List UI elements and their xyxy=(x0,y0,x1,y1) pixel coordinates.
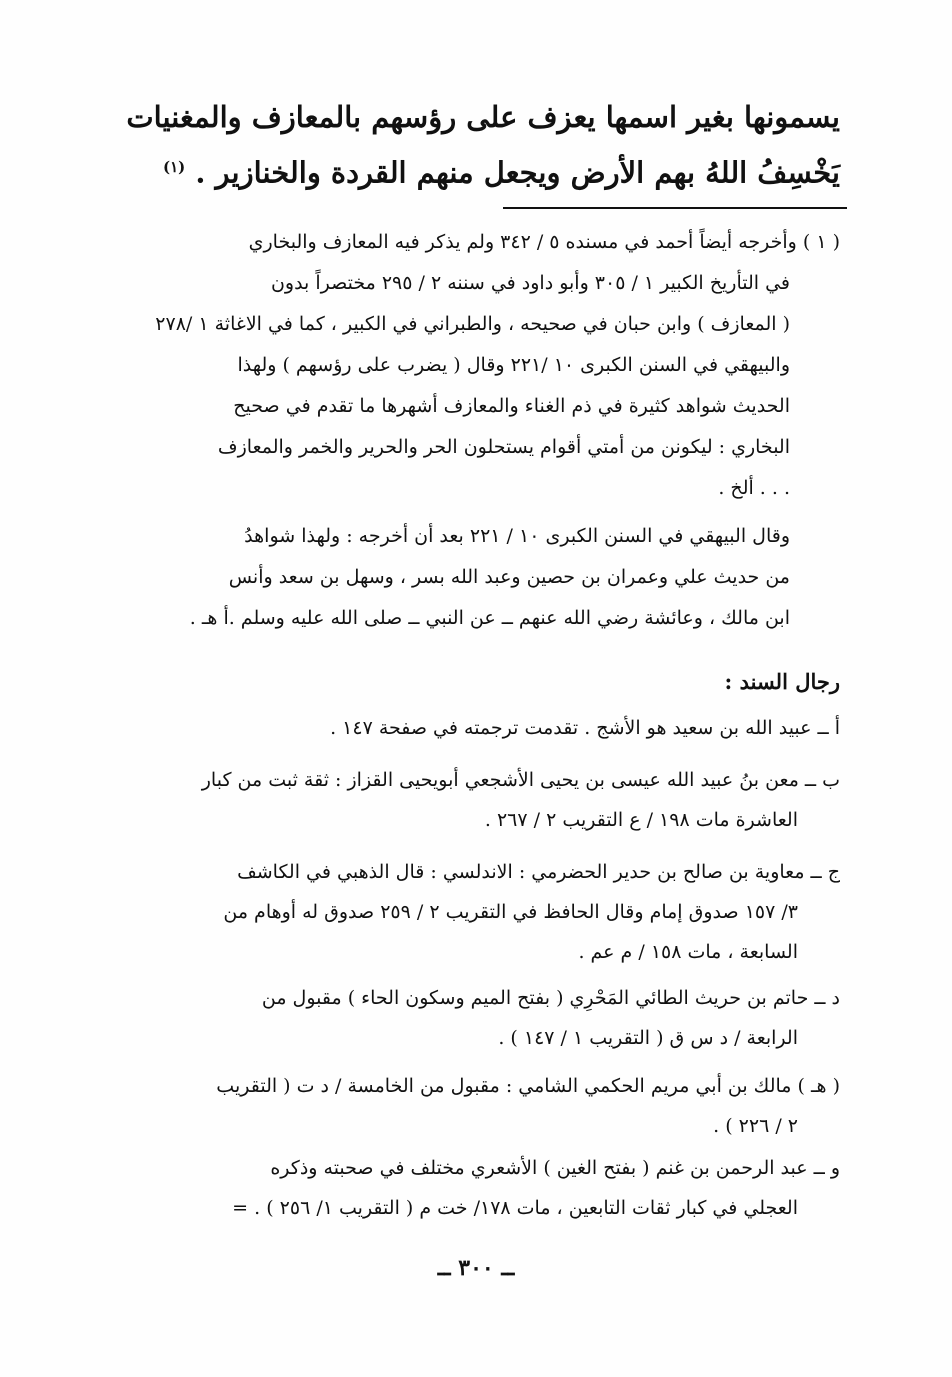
footnote-line: . . . ألخ . xyxy=(718,477,790,499)
entry-line: ج ــ معاوية بن صالح بن حدير الحضرمي : الاندلسي : قال الذهبي في الكاشف xyxy=(237,861,840,883)
footnote-reference: (١) xyxy=(162,158,186,176)
footnote-line: ( المعازف ) وابن حبان في صحيحه ، والطبراني في الكبير ، كما في الاغاثة ١ /٢٧٨ xyxy=(155,313,790,335)
footnote-line: ( ١ ) وأخرجه أيضاً أحمد في مسنده ٥ / ٣٤٢ ولم يذكر فيه المعازف والبخاري xyxy=(248,231,840,253)
entry-line: ب ــ معن بنُ عبيد الله عيسى بن يحيى الأشجعي أبويحيى القزاز : ثقة ثبت من كبار xyxy=(201,769,840,791)
entry-line: ٢ / ٢٢٦ ) . xyxy=(713,1115,798,1137)
entry-line: العاشرة مات ١٩٨ / ع التقريب ٢ / ٢٦٧ . xyxy=(484,809,798,831)
footnote-line: وقال البيهقي في السنن الكبرى ١٠ / ٢٢١ بعد أن أخرجه : ولهذا شواهدُ xyxy=(244,525,790,547)
narrator-entry-w xyxy=(110,1148,840,1228)
narrator-entry-d xyxy=(110,978,840,1058)
entry-line: ٣/ ١٥٧ صدوق إمام وقال الحافظ في التقريب ٢ / ٢٥٩ صدوق له أوهام من xyxy=(223,901,798,923)
narrator-entry-b xyxy=(110,760,840,840)
footnote-line: والبيهقي في السنن الكبرى ١٠ /٢٢١ وقال ( يضرب على رؤسهم ) ولهذا xyxy=(237,354,790,376)
narrator-entry-j xyxy=(110,852,840,972)
footnote-line: البخاري : ليكونن من أمتي أقوام يستحلون الحر والحرير والخمر والمعازف xyxy=(217,436,790,458)
entry-line: د ــ حاتم بن حريث الطائي المَحْرِي ( بفتح الميم وسكون الحاء ) مقبول من xyxy=(261,987,840,1009)
footnote-paragraph-1 xyxy=(110,222,840,509)
entry-line: العجلي في كبار ثقات التابعين ، مات ١٧٨/ خت م ( التقريب ١/ ٢٥٦ ) . = xyxy=(232,1197,798,1219)
entry-line: ( هـ ) مالك بن أبي مريم الحكمي الشامي : مقبول من الخامسة / د ت ( التقريب xyxy=(216,1075,840,1097)
narrator-entry-h xyxy=(110,1066,840,1146)
main-text-line-2 xyxy=(110,142,840,198)
narrator-entry-a xyxy=(110,708,840,748)
footnote-line: ابن مالك ، وعائشة رضي الله عنهم ــ عن النبي ــ صلى الله عليه وسلم .أ هـ . xyxy=(189,607,790,629)
footnote-line: في التأريخ الكبير ١ / ٣٠٥ وأبو داود في سننه ٢ / ٢٩٥ مختصراً بدون xyxy=(270,272,790,294)
page-number: ــ ٣٠٠ ــ xyxy=(437,1255,515,1281)
section-heading: رجال السند : xyxy=(724,669,840,694)
footnote-separator xyxy=(503,207,847,209)
entry-line: و ــ عبد الرحمن بن غنم ( بفتح الغين ) الأشعري مختلف في صحبته وذكره xyxy=(270,1157,840,1179)
main-text-line-2-body: يَخْسِفُ اللهُ بهم الأرض ويجعل منهم القردة والخنازير . xyxy=(195,155,840,190)
entry-line: الرابعة / د س ق ( التقريب ١ / ١٤٧ ) . xyxy=(498,1027,798,1049)
main-text xyxy=(110,92,840,198)
entry-line: أ ــ عبيد الله بن سعيد هو الأشج . تقدمت ترجمته في صفحة ١٤٧ . xyxy=(330,717,840,739)
main-text-line-1: يسمونها بغير اسمها يعزف على رؤسهم بالمعازف والمغنيات xyxy=(126,100,840,134)
footnote-paragraph-2 xyxy=(110,516,840,639)
footnote-line: من حديث علي وعمران بن حصين وعبد الله بسر ، وسهل بن سعد وأنس xyxy=(228,566,790,588)
footnote-line: الحديث شواهد كثيرة في ذم الغناء والمعازف أشهرها ما تقدم في صحيح xyxy=(233,395,790,417)
entry-line: السابعة ، مات ١٥٨ / م عم . xyxy=(578,941,798,963)
